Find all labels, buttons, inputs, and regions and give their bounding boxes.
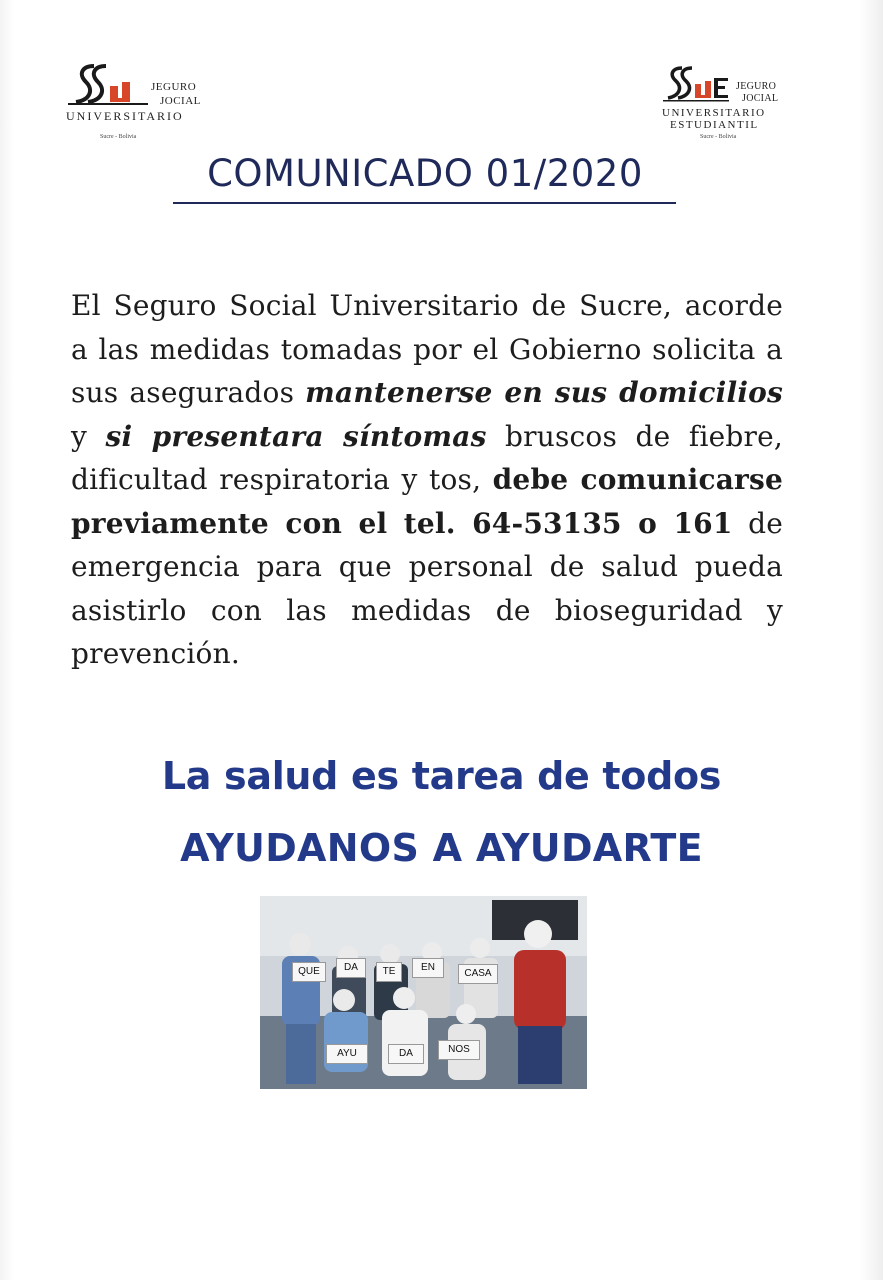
page-title: COMUNICADO 01/2020 — [207, 152, 643, 195]
logo-left-line3: UNIVERSITARIO — [66, 109, 184, 123]
paragraph-emphasis-symptoms: si presentara síntomas — [105, 419, 487, 453]
photo-sign: EN — [412, 958, 444, 978]
slogan-line-2: AYUDANOS A AYUDARTE — [180, 826, 703, 870]
logo-right-line2: JOCIAL — [742, 93, 779, 104]
logo-left-line2: JOCIAL — [160, 95, 201, 107]
photo-sign: CASA — [458, 964, 498, 984]
paragraph-text-4: de emergencia para que personal de salud pueda asistirlo con las medidas de bioseguridad y prevención. — [71, 506, 783, 670]
logo-right-line3: UNIVERSITARIO — [662, 107, 766, 119]
photo-sign: DA — [388, 1044, 424, 1064]
body-paragraph — [71, 284, 783, 676]
title-underline — [173, 202, 676, 204]
ssue-mark-icon — [660, 64, 790, 144]
photo-sign: NOS — [438, 1040, 480, 1060]
health-staff-photo — [260, 896, 587, 1089]
logo-right-line5: Sucre - Bolivia — [700, 134, 737, 140]
photo-sign: QUE — [292, 962, 326, 982]
logo-right-line4: ESTUDIANTIL — [670, 119, 759, 131]
logo-right-line1: JEGURO — [736, 81, 777, 92]
paragraph-text-1: El Seguro Social Universitario de Sucre, acorde a las medidas tomadas por el Gobierno solicita a sus asegurados — [71, 289, 783, 409]
paragraph-text-3: bruscos de fiebre, dificultad respiratoria y tos, — [71, 419, 783, 496]
photo-sign: AYU — [326, 1044, 368, 1064]
slogan-line-1: La salud es tarea de todos — [161, 754, 722, 798]
logo-left-line1: JEGURO — [151, 81, 197, 93]
seguro-social-universitario-estudiantil-logo — [660, 64, 790, 144]
paragraph-emphasis-phone: debe comunicarse previamente con el tel. 64-53135 o 161 — [71, 463, 783, 540]
seguro-social-universitario-logo — [64, 60, 214, 150]
photo-sign: DA — [336, 958, 366, 978]
paragraph-text-2: y — [71, 419, 106, 453]
paragraph-emphasis-stay-home: mantenerse en sus domicilios — [305, 376, 783, 409]
logo-left-line4: Sucre - Bolivia — [100, 134, 137, 140]
photo-sign: TE — [376, 962, 402, 982]
